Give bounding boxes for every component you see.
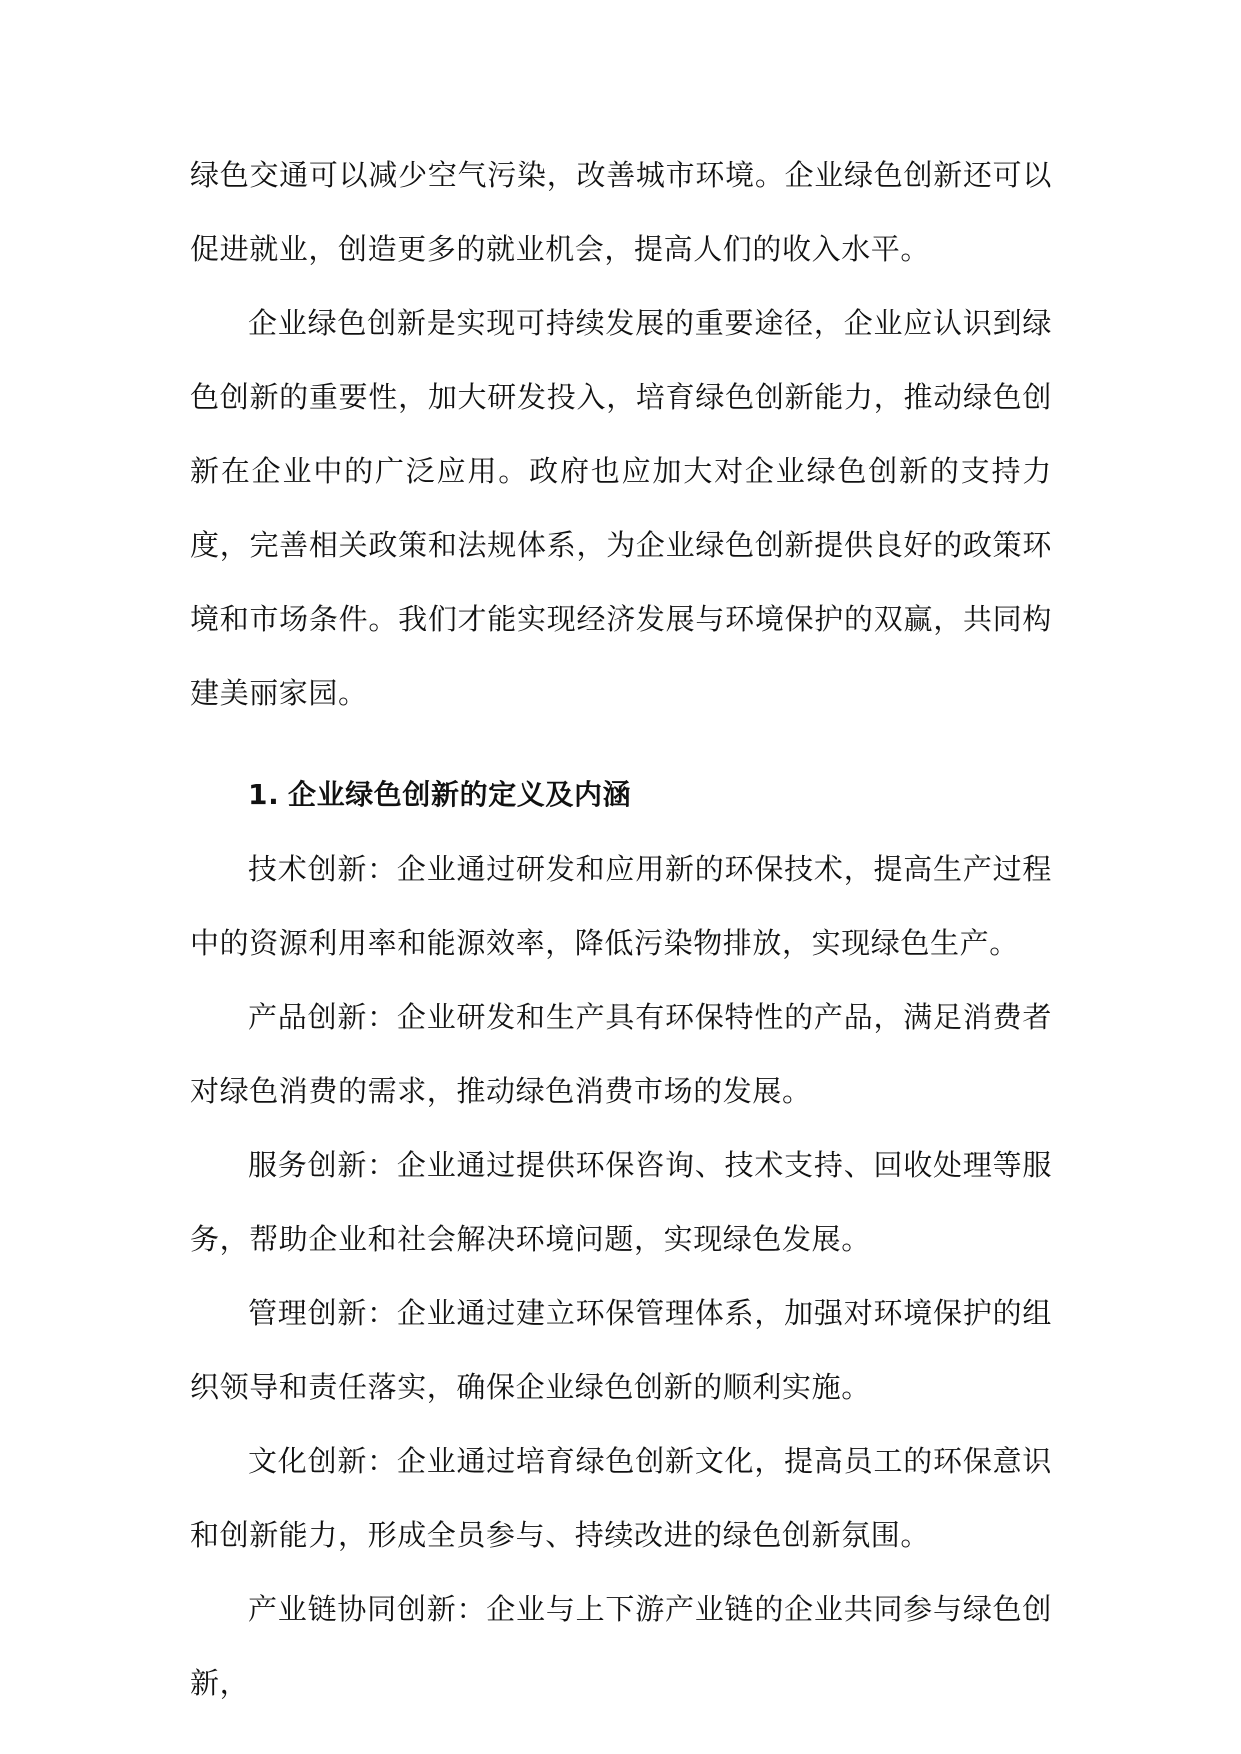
paragraph-continuation: 绿色交通可以减少空气污染，改善城市环境。企业绿色创新还可以促进就业，创造更多的就业机会，提高人们的收入水平。 <box>190 158 1052 266</box>
paragraph-management-innovation: 管理创新：企业通过建立环保管理体系，加强对环境保护的组织领导和责任落实，确保企业绿色创新的顺利实施。 <box>190 1296 1052 1404</box>
paragraph-culture-innovation: 文化创新：企业通过培育绿色创新文化，提高员工的环保意识和创新能力，形成全员参与、持续改进的绿色创新氛围。 <box>190 1444 1052 1552</box>
section-number: 1. <box>248 778 280 811</box>
section-heading <box>190 758 1052 832</box>
paragraph-product-innovation: 产品创新：企业研发和生产具有环保特性的产品，满足消费者对绿色消费的需求，推动绿色消费市场的发展。 <box>190 1000 1052 1108</box>
paragraph-service-innovation: 服务创新：企业通过提供环保咨询、技术支持、回收处理等服务，帮助企业和社会解决环境问题，实现绿色发展。 <box>190 1148 1052 1256</box>
section-title: 企业绿色创新的定义及内涵 <box>288 778 632 811</box>
document-body <box>190 138 1052 1720</box>
paragraph-technology-innovation: 技术创新：企业通过研发和应用新的环保技术，提高生产过程中的资源利用率和能源效率，降低污染物排放，实现绿色生产。 <box>190 852 1052 960</box>
paragraph-conclusion: 企业绿色创新是实现可持续发展的重要途径，企业应认识到绿色创新的重要性，加大研发投入，培育绿色创新能力，推动绿色创新在企业中的广泛应用。政府也应加大对企业绿色创新的支持力度，完善相关政策和法规体系，为企业绿色创新提供良好的政策环境和市场条件。我们才能实现经济发展与环境保护的双赢，共同构建美丽家园。 <box>190 306 1052 710</box>
paragraph-supply-chain-innovation: 产业链协同创新：企业与上下游产业链的企业共同参与绿色创新， <box>190 1592 1052 1700</box>
